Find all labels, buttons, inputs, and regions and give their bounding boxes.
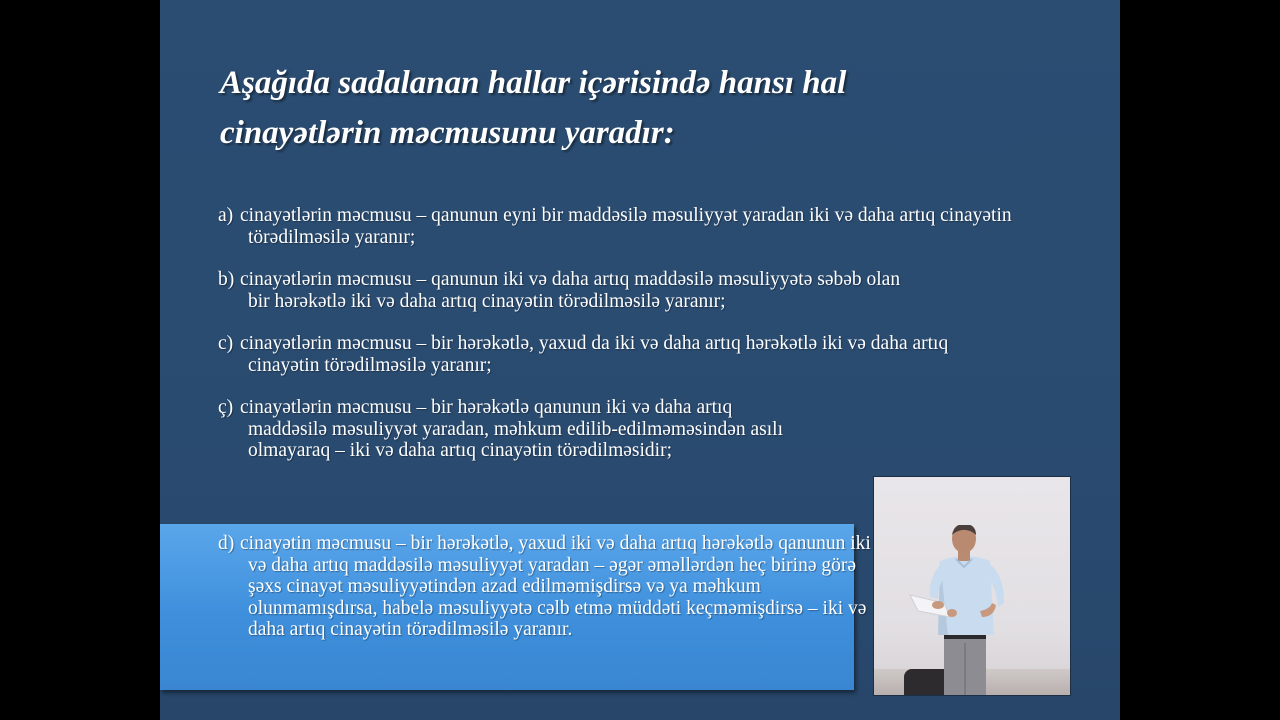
answer-option-c bbox=[218, 333, 1008, 376]
option-text: cinayətlərin məcmusu – qanunun eyni bir maddəsilə məsuliyyət yaradan iki və daha artıq cinayətin törədilməsilə yaranır; bbox=[240, 205, 1012, 248]
presentation-slide bbox=[160, 0, 1120, 720]
slide-title-line-2: cinayətlərin məcmusunu yaradır: bbox=[220, 115, 675, 151]
slide-title-line-1: Aşağıda sadalanan hallar içərisində hansı hal bbox=[220, 65, 847, 101]
option-letter: a) bbox=[218, 205, 234, 226]
option-text: cinayətin məcmusu – bir hərəkətlə, yaxud iki və daha artıq hərəkətlə qanunun iki və daha artıq maddəsilə məsuliyyət yaradan – əgər əməllərdən heç birinə görə şəxs cinayət məsuliyyətindən azad edilməmişdirsə və ya məhkum olunmamışdırsa, habelə məsuliyyətə cəlb etmə müddəti keçməmişdirsə – iki və daha artıq cinayətin törədilməsilə yaranır. bbox=[240, 533, 871, 640]
option-text: cinayətlərin məcmusu – bir hərəkətlə qanunun iki və daha artıq maddəsilə məsuliyyət yaradan, məhkum edilib-edilməməsindən asılı olmayaraq – iki və daha artıq cinayətin törədilməsidir; bbox=[240, 397, 784, 461]
option-text: cinayətlərin məcmusu – bir hərəkətlə, yaxud da iki və daha artıq hərəkətlə iki və daha artıq cinayətin törədilməsilə yaranır; bbox=[240, 333, 949, 376]
option-letter: c) bbox=[218, 333, 234, 354]
presenter-figure bbox=[904, 525, 1014, 695]
option-letter: ç) bbox=[218, 397, 234, 418]
option-letter: b) bbox=[218, 269, 235, 290]
answer-option-b bbox=[218, 269, 908, 312]
answer-option-c-cedilla bbox=[218, 397, 808, 462]
answer-options bbox=[218, 205, 1058, 483]
option-letter: d) bbox=[218, 533, 235, 554]
presenter-video-overlay bbox=[873, 476, 1071, 696]
slide-title bbox=[220, 58, 1080, 158]
answer-option-d bbox=[218, 533, 878, 641]
option-text: cinayətlərin məcmusu – qanunun iki və daha artıq maddəsilə məsuliyyətə səbəb olan bir hərəkətlə iki və daha artıq cinayətin törədilməsilə yaranır; bbox=[240, 269, 901, 312]
answer-option-a bbox=[218, 205, 1048, 248]
video-background bbox=[874, 477, 1070, 695]
